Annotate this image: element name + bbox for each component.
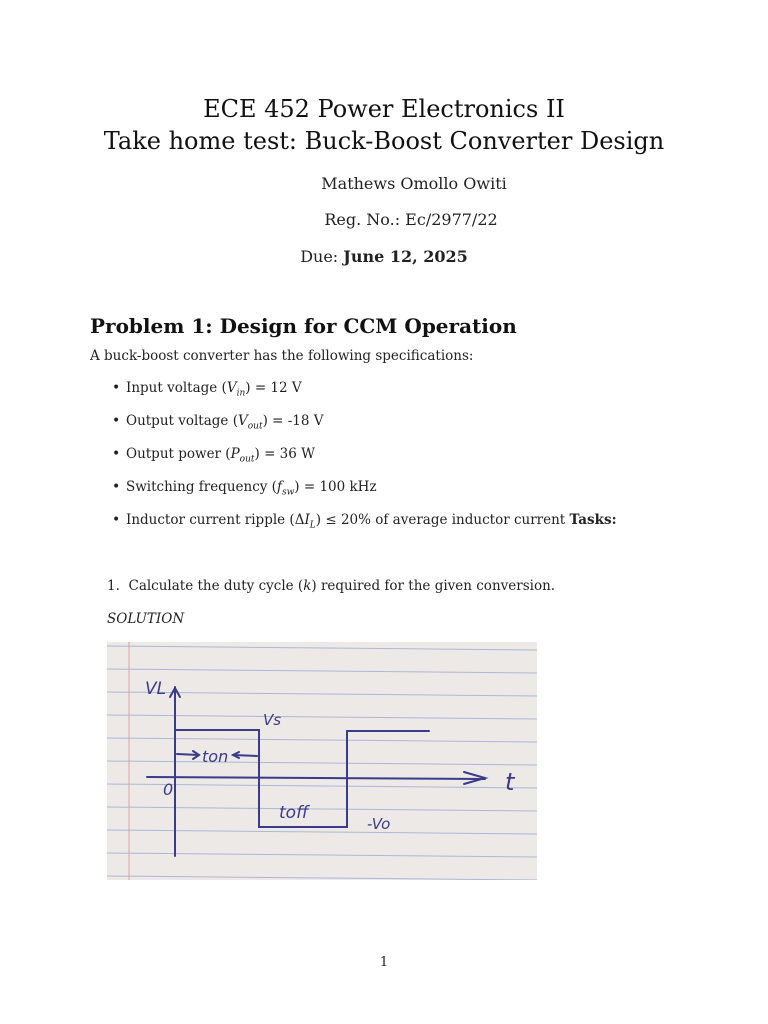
high-level-label: Vs <box>263 711 282 729</box>
x-axis-label: t <box>505 768 515 796</box>
waveform-sketch <box>107 642 537 880</box>
handwritten-sketch-photo <box>107 642 537 880</box>
registration-number: Reg. No.: Ec/2977/22 <box>324 210 498 229</box>
origin-label: 0 <box>163 780 174 799</box>
due-label: Due: <box>300 247 339 266</box>
solution-label: SOLUTION <box>107 611 185 627</box>
bullet-icon: • <box>112 512 121 528</box>
off-time-label: toff <box>279 803 309 823</box>
ton-arrow-left <box>177 754 199 755</box>
bullet-icon: • <box>112 446 121 462</box>
task-item-1: 1. Calculate the duty cycle (k) required for the given conversion. <box>107 578 556 594</box>
page-number: 1 <box>379 955 389 970</box>
spec-item: • Output power $(P_{out}) = 36$ W <box>112 446 316 465</box>
spec-item: • Inductor current ripple $(\Delta I_L) \le 20\%$ of average inductor current Tasks: <box>112 512 617 531</box>
y-axis-label: VL <box>145 679 167 699</box>
course-title: ECE 452 Power Electronics II <box>203 95 565 123</box>
bullet-icon: • <box>112 479 121 495</box>
problem-heading: Problem 1: Design for CCM Operation <box>90 314 517 338</box>
problem-intro: A buck-boost converter has the following specifications: <box>90 348 474 364</box>
low-level-label: -Vo <box>367 815 391 833</box>
due-line <box>0 247 768 266</box>
bullet-icon: • <box>112 413 121 429</box>
specification-list <box>112 380 617 545</box>
spec-item: • Switching frequency $(f_{sw}) = 100$ kHz <box>112 479 377 498</box>
bullet-icon: • <box>112 380 121 396</box>
paper-background <box>107 642 537 880</box>
spec-item: • Input voltage $(V_{in}) = 12$ V <box>112 380 302 399</box>
spec-item: • Output voltage $(V_{out}) = -18$ V <box>112 413 324 432</box>
test-title: Take home test: Buck-Boost Converter Design <box>103 127 665 155</box>
on-time-label: ton <box>202 747 229 766</box>
due-date: June 12, 2025 <box>343 247 468 266</box>
author-name: Mathews Omollo Owiti <box>321 174 507 193</box>
